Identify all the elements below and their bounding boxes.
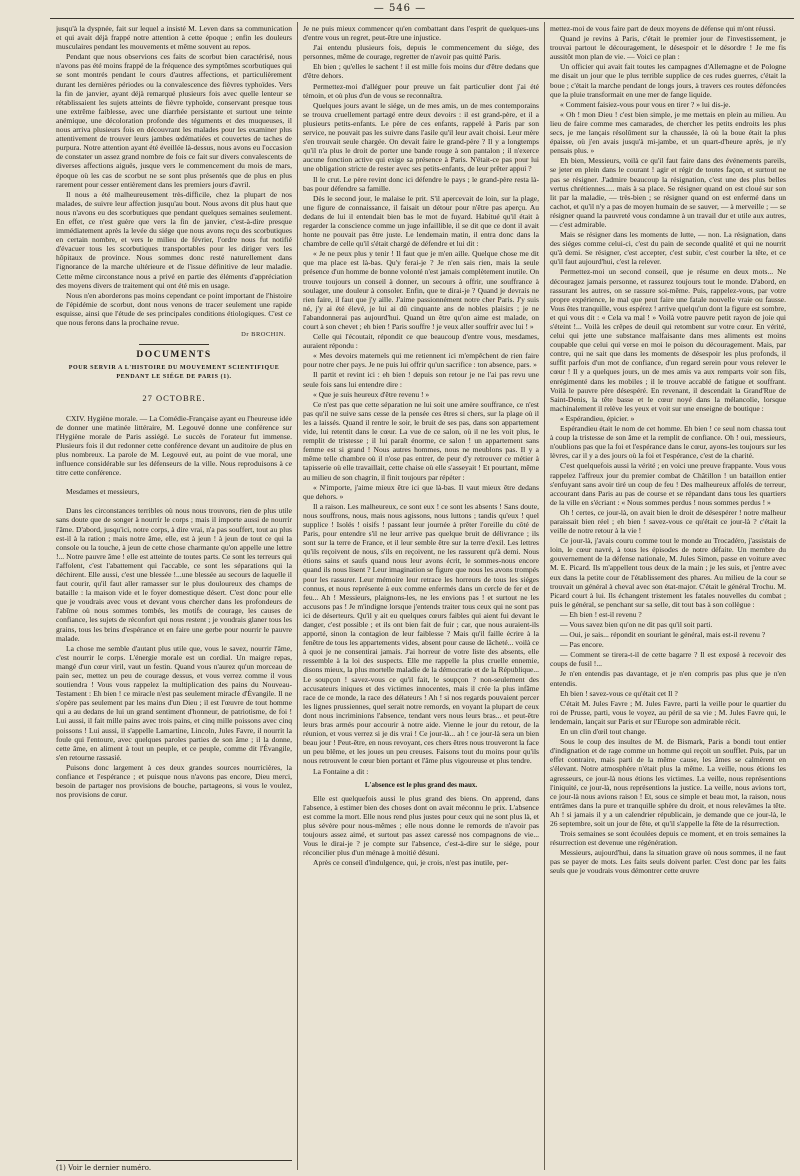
paragraph: « N'importe, j'aime mieux être ici que là-bas. Il vaut mieux être dedans que dehors. » [303, 482, 539, 501]
paragraph: Permettez-moi un second conseil, que je résume en deux mots... Ne découragez jamais personne, et rassurez toujours tout le monde. D'abord, en rassurant les autres, on se rassure soi-même. Puis, rappelez-vous, par votre propre expérience, le mal que peut faire une fatale nouvelle vraie ou fausse. Vous êtes tranquille, vous espérez ! arrive quelqu'un dont la figure est sombre, et qui vous dit : « Cela va mal ! » Voilà votre pauvre petit rayon de joie qui s'éteint !... Voilà les crêpes de deuil qui retombent sur votre cœur. En vérité, celui qui jette une substance malfaisante dans mes aliments est moins coupable que celui qui verse en moi le poison du découragement. Mais, par contre, qui ne sait que dans les moments de désespoir les plus profonds, il suffit parfois d'un mot de confiance, d'un regard serein pour vous relever le cœur ! Il y a quelques jours, un de mes amis va aux remparts voir son fils, enrégimenté dans les mobiles ; il le trouve accablé de fatigue et souffrant. Voilà le pauvre père désespéré. En revenant, il descendait la Grand'Rue de Saint-Denis, la tête basse et le cœur noyé dans la mélancolie, lorsque machinalement il relève les yeux et voit sur une enseigne de boutique : [550, 267, 786, 413]
paragraph: Eh bien ! savez-vous ce qu'était cet Il ? [560, 688, 678, 698]
paragraph: « Je ne peux plus y tenir ! Il faut que je m'en aille. Quelque chose me dit que ma place est là-bas. Qu'y ferai-je ? Je n'en sais rien, mais la seule présence d'un homme de bonne volonté n'est jamais complètement inutile. On trouve toujours un conseil à donner, un secours à offrir, une souffrance à soulager, une douleur à consoler. Enfin, que te dirai-je ? Quand je devrais ne rien faire, il faut que j'y aille. J'aime passionnément notre cher Paris. J'y suis né, j'y ai été élevé, je lui ai dû cinquante ans de nobles plaisirs ; je ne l'abandonnerai pas aujourd'hui. Quand un être qu'on aime est malade, on court à son chevet ; eh bien ! Paris souffre ! je veux aller souffrir avec lui ! » [303, 249, 539, 331]
page-number: — 546 — [373, 3, 427, 14]
column-divider [544, 22, 545, 1170]
paragraph: — Pas encore. [560, 640, 604, 650]
paragraph: Ce jour-là, j'avais couru comme tout le monde au Trocadéro, j'assistais de loin, le cœur navré, à tous les épisodes de notre défaite. Un membre du gouvernement de la défense nationale, M. Jules Simon, passe en voiture avec M. E. Picard. Ils m'appellent tous deux de la main ; je les suis, et j'entre avec eux dans la petite cour de l'établissement des phares. Au milieu de la cour se trouvait un général à cheval avec son état-major. C'était le général Trochu. M. Picard court à lui. Ils échangent tristement les fatales nouvelles du combat ; puis le général, se penchant sur sa selle, dit tout bas à son collègue : [550, 536, 786, 609]
section-date: 27 OCTOBRE. [142, 393, 206, 404]
paragraph: Elle est quelquefois aussi le plus grand des biens. On apprend, dans l'absence, à estimer bien des choses dont on avait méconnu le prix. L'absence est comme la mort. Elle nous rend plus justes pour ceux qui ne sont plus là, et plus sévère pour nous-mêmes ; elle nous donne le remords de n'avoir pas toujours assez aimé, et surtout pas assez caressé nos compagnons de vie... Vous le dirai-je ? je compte sur l'absence, c'est-à-dire sur le siége, pour réconcilier plus d'un ménage à moitié désuni. [303, 793, 539, 858]
paragraph: — Comment se tirera-t-il de cette bagarre ? Il est exposé à recevoir des coups de fusil !... [550, 650, 786, 669]
paragraph: « Que je suis heureux d'être revenu ! » [313, 389, 430, 399]
paragraph: Eh bien ; qu'elles le sachent ! il est mille fois moins dur d'être dedans que d'être dehors. [303, 62, 539, 81]
paragraph: — Eh bien ! est-il revenu ? [560, 609, 642, 619]
section-subtitle-2: PENDANT LE SIÉGE DE PARIS (1). [116, 374, 232, 381]
paragraph: C'était M. Jules Favre ; M. Jules Favre, parti la veille pour le quartier du roi de Prusse, parti, vous le voyez, au péril de sa vie ; M. Jules Favre qui, le lendemain, lançait sur Paris et sur l'Europe son admirable récit. [550, 698, 786, 726]
paragraph: Quand je revins à Paris, c'était le premier jour de l'investissement, je trouvai partout le découragement, le désespoir et le désordre ! Je me fis aussitôt mon plan de vie. — Voici ce plan : [550, 34, 786, 62]
paragraph: Il partit et revint ici : eh bien ! depuis son retour je ne l'ai pas revu une seule fois sans lui entendre dire : [303, 370, 539, 389]
paragraph: La Fontaine a dit : [313, 766, 369, 776]
paragraph: Dans les circonstances terribles où nous nous trouvons, rien de plus utile sans doute que de songer à nourrir le corps ; mais il importe aussi de nourrir l'âme. D'abord, jusqu'ici, notre corps, à dire vrai, n'a pas souffert, tout au plus est-il à la ration ; mais notre âme, elle, est à jeun ! à jeun de tout ce qui la console ou la touche, à jeun de cette chose charmante qu'on appelle une lettre !... Notre pauvre âme ! elle est atteinte de toutes parts. Ce sont les terreurs qui l'affolent, c'est l'abattement qui l'accable, ce sont les séparations qui la déchirent. Elle aussi, c'est une blessée !...une blessée au secours de laquelle il faut courir, qu'il faut aller ramasser sur le plus douloureux des champs de bataille : la maison vide et le foyer domestique désert. C'est donc pour elle que je voudrais avec vous et devant vous chercher dans les profondeurs de l'abîme où nous sommes tombés, les motifs de courage, les causes de confiance, les sujets de réconfort qui nous restent ; je voudrais glaner tous les grains, tous les brins d'espérance et en faire une gerbe pour nourrir le pauvre malade. [56, 506, 292, 643]
paragraph: « Mes devoirs maternels qui me retiennent ici m'empêchent de rien faire pour notre cher pays. Je ne puis lui offrir qu'un sacrifice : ton absence, pars. » [303, 351, 539, 370]
paragraph: Espérandieu était le nom de cet homme. Eh bien ! ce seul nom chassa tout à coup la tristesse de son âme et la remplit de confiance. Oh ! oui, messieurs, n'oublions pas que la foi et l'espérance dans le cœur, ayons-les toujours sur les lèvres, car il y a des jours où la foi et l'espérance, c'est de la charité. [550, 424, 786, 461]
paragraph: Je n'en entendis pas davantage, et je n'en compris pas plus que je n'en entendis. [550, 669, 786, 688]
paragraph: Pendant que nous observions ces faits de scorbut bien caractérisé, nous n'avons pas été moins frappé de la fréquence des symptômes scorbutiques qui se sont montrés pendant le cours d'autres affections, et particulièrement durant les dernières périodes ou la convalescence des fièvres typhoïdes. Vers la fin de janvier, ayant déjà remarqué plusieurs fois avec quelle lenteur se rétablissaient les sujets atteints de fièvre typhoïde, conservant presque tous une extrême faiblesse, avec une diarrhée persistante et surtout une teinte anémique, une décoloration profonde des téguments et des muqueuses, il nous arriva plusieurs fois en découvrant les malades pour les examiner plus attentivement de trouver leurs jambes œdématiées et couvertes de taches de purpura. Notre attention ayant été éveillée là-dessus, nous avons eu l'occasion de constater un assez grand nombre de fois ce fait sur divers convalescents de diverses affections aiguës, jusque vers le commencement du mois de mars, époque où les cas de scorbut ne se sont plus présentés que de plus en plus rarement pour cesser entièrement dans les premiers jours d'avril. [56, 52, 292, 189]
paragraph: Je ne puis mieux commencer qu'en combattant dans l'esprit de quelques-uns d'entre vous un regret, peut-être une injustice. [303, 24, 539, 43]
paragraph: — Oui, je sais... répondit en souriant le général, mais est-il revenu ? [560, 630, 766, 640]
paragraph: En un clin d'œil tout change. [560, 727, 647, 737]
paragraph: Il a raison. Les malheureux, ce sont eux ! ce sont les absents ! Sans doute, nous souffrons, nous, mais nous agissons, nous luttons ; tandis qu'eux ! quel supplice ! Isolés ! oisifs ! passant leur journée à prêter l'oreille du côté de Paris, pour entendre s'il ne leur arrive pas quelque bruit de délivrance ; ils sont sur la terre de France, et il leur semble être sur la terre d'exil. Les lettres qu'ils reçoivent de nous, s'ils en reçoivent, ne les rassurent qu'à demi. Nous étions sains et saufs quand nous leur avons écrit, le sommes-nous encore quand ils nous lisent ? Leur imagination se figure que nous les avons trompés pour les rassurer. Leur mémoire leur retrace les horreurs de tous les siéges connus, et nous représente à eux comme enfermés dans un cercle de fer et de feu... Ah ! Messieurs, plaignons-les, ne les envions pas ! et surtout ne les accusons pas ! Je m'indigne lorsque j'entends traiter tous ceux qui ne sont pas ici de déserteurs. Qu'il y ait eu quelques cœurs faibles qui aient fui devant le danger, c'est possible ; et ils ont bien fait de fuir ; car, que nous auraient-ils apporté, sinon la contagion de leur faiblesse ? Mais qu'il faille écrire à la fenêtre de tous les appartements vides, absent pour cause de lâcheté... voilà ce à quoi je ne consentirai jamais. J'ai horreur de votre liste des absents, elle ressemble à la loi des suspects. Elle me rappelle la plus cruelle ennemie, disons mieux, la plus mortelle maladie de la démocratie et de la République... Le soupçon ! savez-vous ce qu'il fait, le soupçon ? non-seulement des accusateurs iniques et des victimes innocentes, mais il crée la plus infâme race de ce monde, la race des délateurs ! Ah ! si nos regards pouvaient percer les lignes prussiennes, quel serait notre remords, en voyant la plupart de ceux dont nous incriminions l'absence, tendant vers nous leurs bras... et peut-être leurs bras armés pour accourir à notre aide. Vienne le jour du retour, de la réunion, et vous verrez si je dis vrai ! Ce jour-là... ah ! ce jour-là sera un bien beau jour ! Peut-être, en nous revoyant, ces chers êtres nous trouveront la face un peu blême, et les joues un peu creuses. Faisons tout du moins pour qu'ils nous retrouvent le cœur bien portant et l'âme plus vigoureuse et plus tendre. [303, 501, 539, 766]
paragraph: Nous n'en aborderons pas moins cependant ce point important de l'histoire de l'épidémie de scorbut, dont nous venons de tracer seulement une rapide esquisse, ainsi que l'étude de ses principales conditions étiologiques. C'est ce que nous ferons dans la prochaine revue. [56, 290, 292, 327]
paragraph: mettez-moi de vous faire part de deux moyens de défense qui m'ont réussi. [550, 24, 776, 33]
paragraph: Un officier qui avait fait toutes les campagnes d'Allemagne et de Pologne me disait un jour que le plus terrible supplice de ces rudes guerres, c'était la boue ; c'était la marche pendant de longs jours, à travers ces routes défoncées que la pluie transformait en une mer de fange liquide. [550, 62, 786, 99]
paragraph: Après ce conseil d'indulgence, qui, je crois, n'est pas inutile, per- [313, 858, 509, 868]
paragraph: Messieurs, aujourd'hui, dans la situation grave où nous sommes, il ne faut pas se payer de mots. Les faits seuls doivent parler. C'est donc par les faits seuls que je voudrais vous démontrer cette œuvre [550, 848, 786, 876]
divider [139, 344, 209, 345]
quoted-verse: L'absence est le plus grand des maux. [364, 780, 478, 789]
column-2 [303, 24, 539, 1170]
paragraph: C'est quelquefois aussi la vérité ; en voici une preuve frappante. Vous vous rappelez l'affreux jour du premier combat de Châtillon ! un bataillon entier s'enfuyant sans avoir tiré un coup de feu ! Des malheureux affolés de terreur, accourant dans Paris au pas de course et se répandant dans tous les quartiers de la ville en s'écriant : « Nous sommes perdus ! nous sommes perdus ! » [550, 461, 786, 507]
section-subtitle: POUR SERVIR A L'HISTOIRE DU MOUVEMENT SCIENTIFIQUE [68, 365, 280, 372]
paragraph: Quelques jours avant le siége, un de mes amis, un de mes contemporains se trouva cruellement partagé entre deux devoirs : il est grand-père, et il a plusieurs petits-enfants. Le père de ces enfants, rappelé à Paris par son service, ne pouvait pas les suivre dans l'asile qu'il leur avait choisi. Leur mère s'en trouvait seule chargée. On devait faire le grand-père ? Il y a longtemps qu'il n'a plus le droit de porter une bande rouge à son pantalon ; il n'exerce aucune fonction active qui exige sa présence à Paris. N'était-ce pas pour lui une obligation stricte de rester avec ses petits-enfants, de leur prêter appui ? [303, 100, 539, 174]
paragraph: « Espérandieu, épicier. » [560, 413, 635, 423]
paragraph: Il le crut. Le père revint donc ici défendre le pays ; le grand-père resta là-bas pour défendre sa famille. [303, 174, 539, 193]
top-rule [50, 18, 794, 19]
paragraph: Puisons donc largement à ces deux grandes sources nourricières, la confiance et l'espérance ; et puisque nous n'avons pas encore, Dieu merci, besoin de partager nos provisions de bouche, partageons, si vous le voulez, nos provisions de cœur. [56, 762, 292, 800]
paragraph: Dès le second jour, le malaise le prit. S'il apercevait de loin, sur la plage, une figure de connaissance, il faisait un détour pour n'être pas aperçu. Au dedans de lui il entendait bien bas le mot de fuyard. Habitué qu'il était à regarder la conscience comme un juge infaillible, il se dit que ce dont il avait honte ne pouvait pas être juste. Le lendemain matin, il entra donc dans la chambre de celle qu'il s'était chargé de défendre et lui dit : [303, 193, 539, 249]
paragraph: Permettez-moi d'alléguer pour preuve un fait particulier dont j'ai été témoin, et où plus d'un de vous se reconnaîtra. [303, 81, 539, 100]
paragraph: « Oh ! mon Dieu ! c'est bien simple, je me mettais en plein au milieu. Au lieu de faire comme mes camarades, de chercher les petits endroits les plus secs, je me lançais résolûment sur la chaussée, là où la boue était la plus épaisse, où j'en avais jusqu'à mi-jambe, et un quart-d'heure après, je n'y pensais plus. » [550, 109, 786, 156]
paragraph: jusqu'à la dyspnée, fait sur lequel a insisté M. Leven dans sa communication et qui avait déjà frappé notre attention à cette époque ; enfin les douleurs musculaires pendant les mouvements et même souvent au repos. [56, 24, 292, 52]
paragraph: Celle qui l'écoutait, répondit ce que beaucoup d'entre vous, mesdames, auraient répondu : [303, 332, 539, 351]
column-3 [550, 24, 786, 1170]
salutation: Mesdames et messieurs, [66, 487, 140, 497]
paragraph: « Comment faisiez-vous pour vous en tirer ? » lui dis-je. [560, 99, 731, 109]
paragraph: J'ai entendu plusieurs fois, depuis le commencement du siége, des personnes, même de courage, regretter de n'avoir pas quitté Paris. [303, 43, 539, 62]
paragraph: Sous le coup des insultes de M. de Bismark, Paris a bondi tout entier d'indignation et de rage comme un homme qui reçoit un soufflet. Puis, par un effet contraire, mais parti de la même cause, les âmes se calmèrent en s'élevant. Notre atmosphère n'était plus la même. La veille, nous étions les agresseurs, ce jour-là nous étions les victimes. La veille, nous représentions l'iniquité, ce jour-là, nous représentions la justice. La veille, nous avions tort, ce jour-là nous avions raison ! Et, sous ce simple et beau mot, la raison, nous entrâmes dans la pure et tranquille sphère du droit, et nous relevâmes la tête. Ah ! si jamais il y a un calendrier républicain, je demande que ce jour-là, le 26 septembre, soit un jour de fête, et qu'il s'appelle la fête de la résurrection. [550, 737, 786, 828]
paragraph: Oh ! certes, ce jour-là, on avait bien le droit de désespérer ! notre malheur paraissait bien réel ; eh bien ! savez-vous ce qu'était ce jour-là ? c'était la veille de notre retour à la vie ! [550, 507, 786, 536]
section-title: DOCUMENTS [136, 350, 212, 361]
paragraph: Mais se résigner dans les moments de lutte, — non. La résignation, dans des siéges comme celui-ci, c'est du pain de seconde qualité et qui ne nourrit qu'à demi. Se résigner, c'est accepter, c'est subir, c'est courber la tête, et ce qu'il faut aujourd'hui, c'est la relever. [550, 230, 786, 267]
paragraph: Eh bien, Messieurs, voilà ce qu'il faut faire dans des événements pareils, se jeter en plein dans le courant ! agir et régir de toutes façon, et surtout ne pas se résigner. J'admire beaucoup la résignation, c'est une des plus belles vertus chrétiennes..... mais à sa place. Se résigner quand on est cloué sur son lit par la maladie, — très-bien ; se résigner quand on est enfermé dans un cachot, et qu'il n'y a pas de moyen humain de se sauver, — à merveille ; — se résigner quand la pauvreté vous condamne à un travail dur et utile aux autres, — c'est admirable. [550, 156, 786, 229]
author-signature: Dr BROCHIN. [241, 331, 286, 339]
column-1 [56, 24, 292, 1170]
footnote: (1) Voir le dernier numéro. [56, 1160, 292, 1172]
paragraph: CXIV. Hygiène morale. — La Comédie-Française ayant eu l'heureuse idée de donner une matinée littéraire, M. Legouvé donne une conférence sur l'Hygiène morale de Paris assiégé. Le succès de l'orateur fut immense. Plusieurs fois il dut redonner cette conférence devant un auditoire de plus en plus nombreux. La parole de M. Legouvé eut, au point de vue moral, une influence considérable sur les défenseurs de la ville. Nous reproduisons à ce titre cette conférence. [56, 413, 292, 478]
paragraph: Il nous a été malheureusement très-difficile, chez la plupart de nos malades, de suivre leur affection jusqu'au bout. Nous avons dit plus haut que nous n'avons eu des scorbutiques que pendant quelques semaines seulement. En effet, ce n'est guère que vers la fin de janvier, c'est-à-dire presque immédiatement après la levée du siége que nous avons reçu des scorbutiques en certain nombre, et vers le milieu de février, l'ordre nous fut notifié d'évacuer tous les scorbutiques transportables pour les diriger vers les hôpitaux de province. Nous sommes donc resté naturellement dans l'ignorance de la marche ultérieure et de l'issue définitive de leur maladie. Cette même circonstance nous a privé en partie des éléments d'appréciation des moyens divers de traitement qui ont été mis en usage. [56, 189, 292, 290]
paragraph: Trois semaines se sont écoulées depuis ce moment, et en trois semaines la résurrection est devenue une régénération. [550, 829, 786, 848]
column-divider [297, 22, 298, 1170]
paragraph: La chose me semble d'autant plus utile que, vous le savez, nourrir l'âme, c'est nourrir le corps. L'énergie morale est un cordial. Un maigre repas, mangé d'un cœur viril, vaut un festin. Quand vous n'aurez qu'un morceau de pain sec, mettez un peu de courage dessus, et vous verrez comme il vous soutiendra ! Vous vous rappelez la multiplication des pains du Nouveau-Testament : Eh bien ! ce miracle n'est pas seulement miracle d'Évangile. Il ne s'opère pas seulement par les mains d'un Dieu ; il est l'œuvre de tout homme qui a au dedans de lui un grand sentiment d'honneur, de patriotisme, de foi ! Lui aussi, il fait mille pains avec trois pains, et cinq mille poissons avec cinq poissons ! Lui aussi, il s'appelle Lamartine, Lincoln, Jules Favre, il nourrit la foule qui l'entoure, avec quelques paroles parties de son âme ; il la donne, cette âme, en aliment à tout un peuple, et ce peuple, comme dit l'Évangile, s'en retourne rassasié. [56, 643, 292, 762]
paragraph: Ce n'est pas que cette séparation ne lui soit une amère souffrance, ce n'est pas qu'il ne suive sans cesse de la pensée ces êtres si chers, sur la plage où il les a laissés. Quand il rentre le soir, le bruit de ses pas, dans son appartement vide, lui retentit dans le cœur. La vue de ce salon, où il ne les voit plus, le remplit de tristesse ; il lui paraît énorme, ce salon ! un appartement sans femme est si grand ! Nous autres hommes, nous ne meublons pas. Il y a même telle chambre où il n'ose pas entrer, de peur d'y retrouver ce métier à tapisserie où elle travaillait, cette chaise où elle s'asseyait ! Et pourtant, même au milieu de son chagrin, il finit toujours par répéter : [303, 399, 539, 482]
paragraph: — Vous savez bien qu'on ne dit pas qu'il soit parti. [560, 620, 713, 629]
